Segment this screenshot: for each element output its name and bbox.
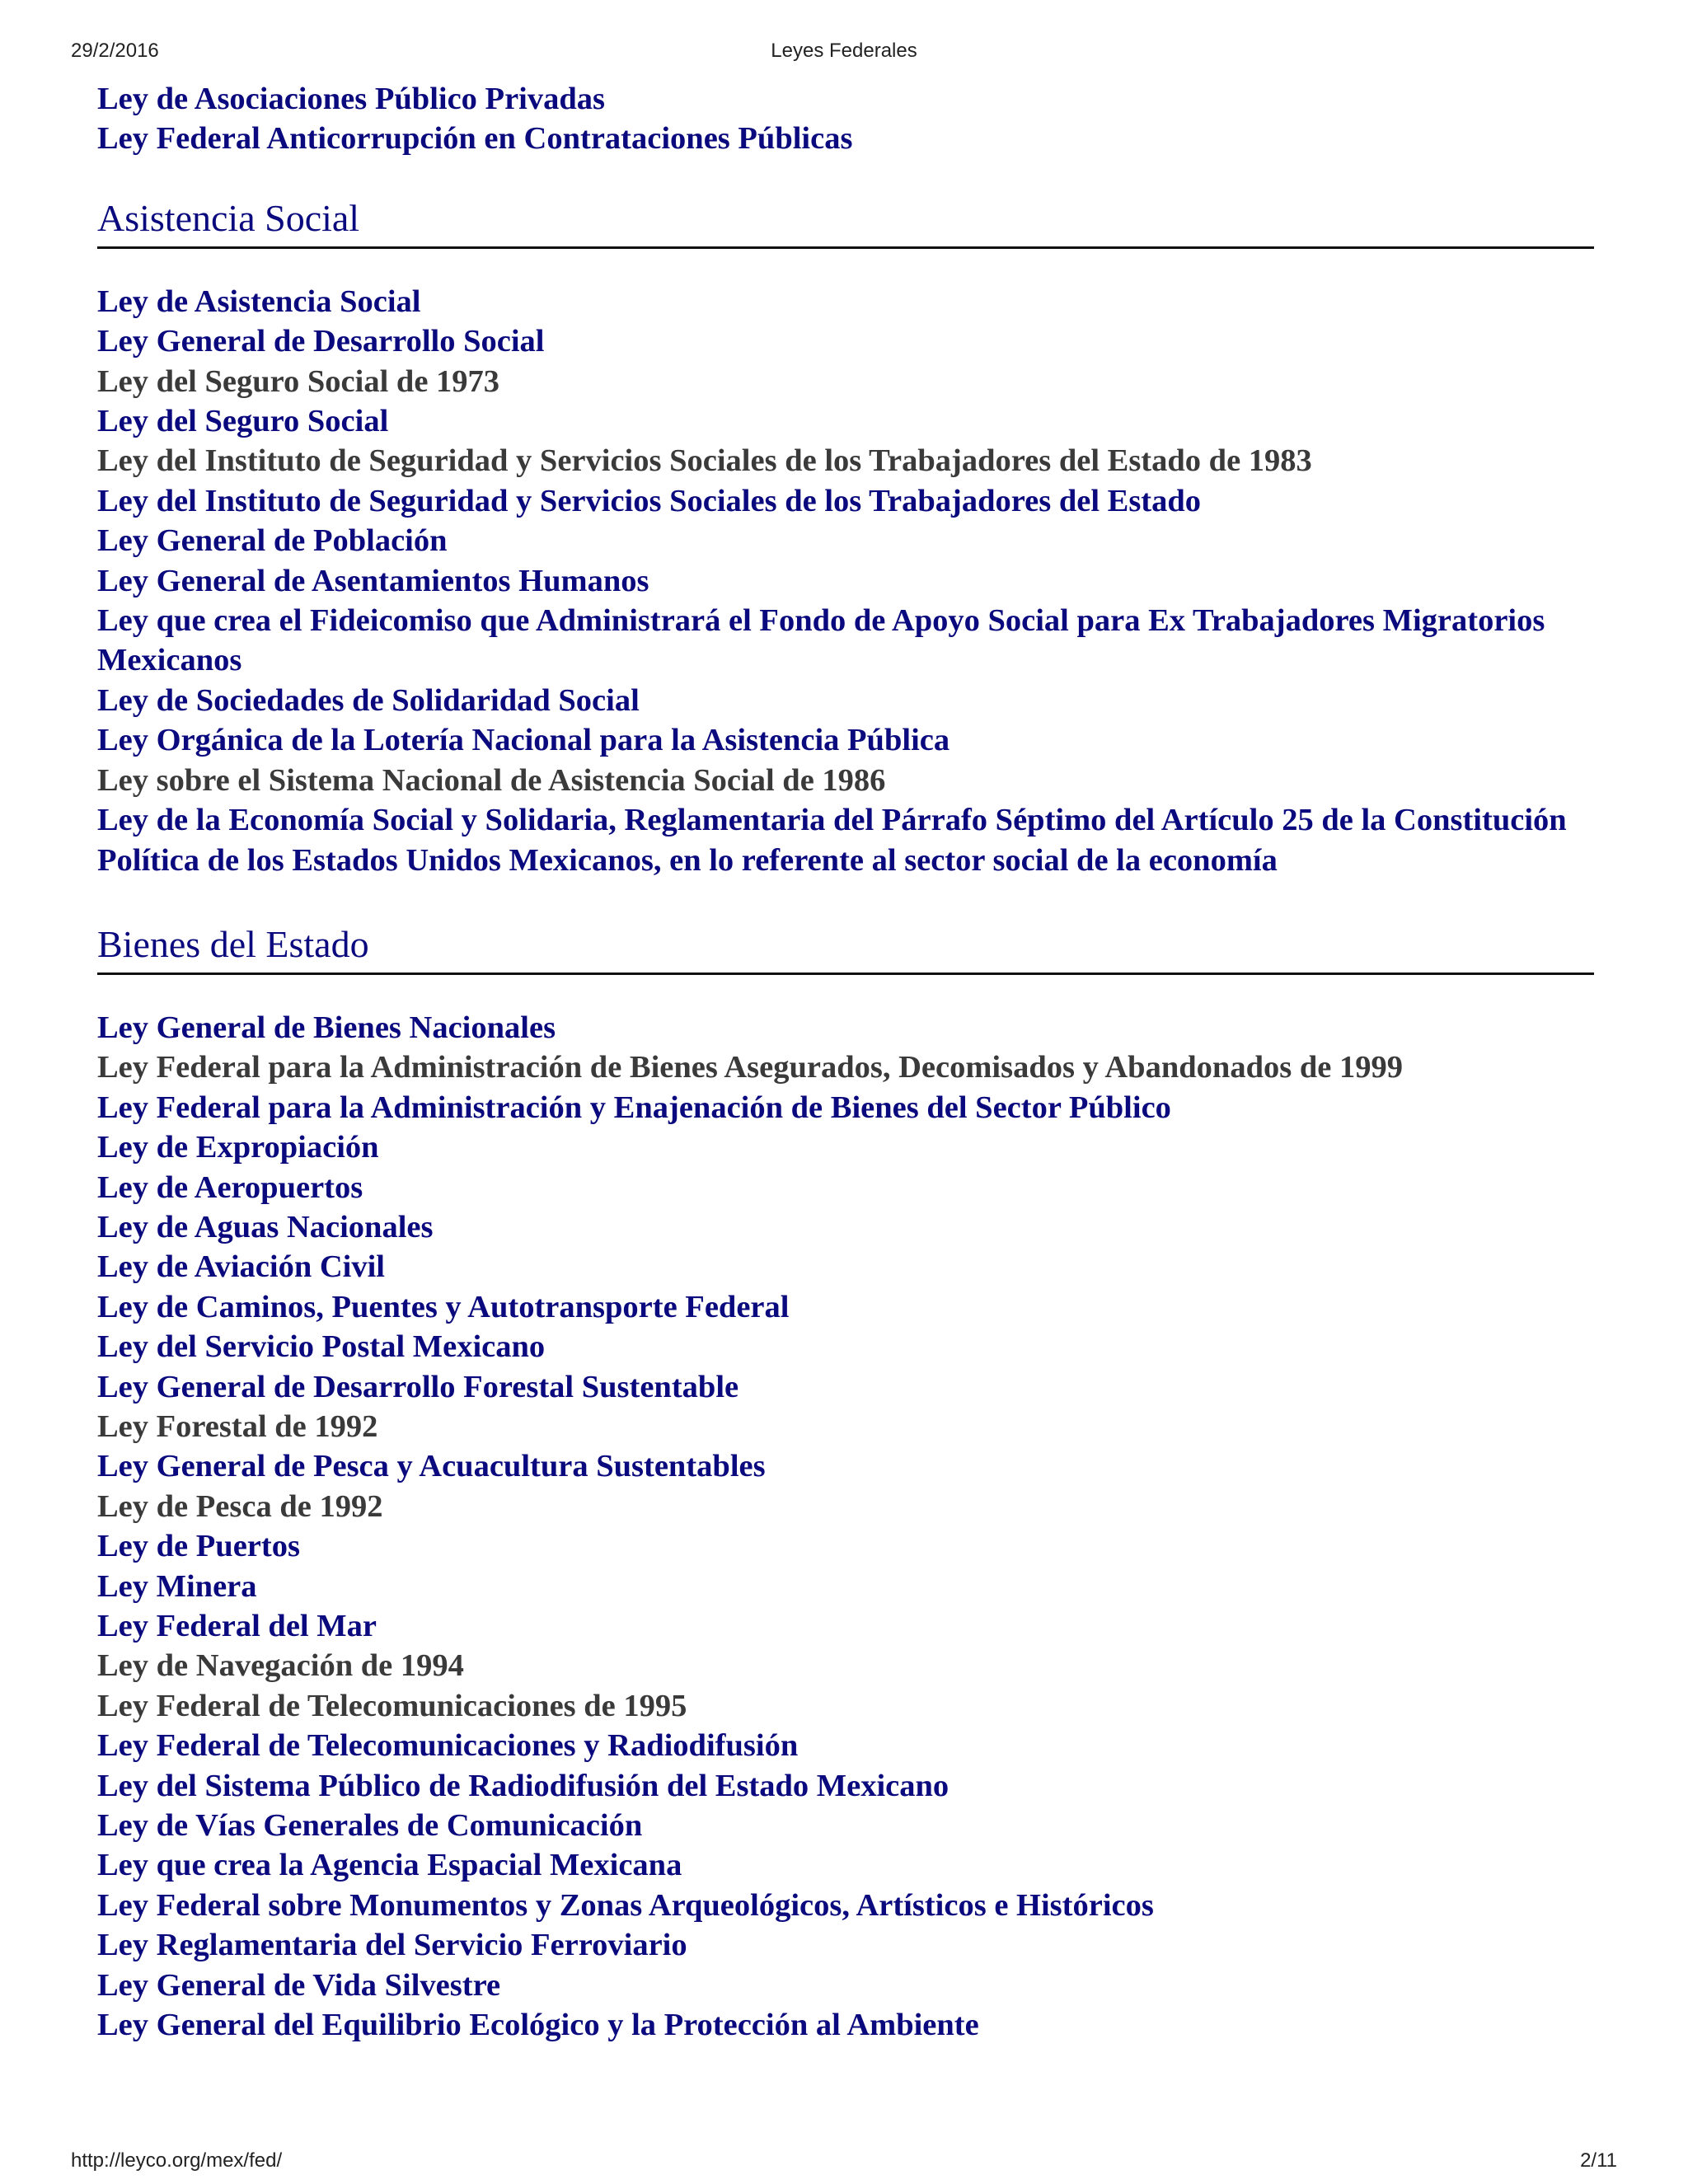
- law-link[interactable]: Ley del Seguro Social: [97, 404, 389, 439]
- law-link[interactable]: Ley que crea el Fideicomiso que Administrará el Fondo de Apoyo Social para Ex Trabajadores Migratorios Mexicanos: [97, 603, 1545, 678]
- bienes-del-estado-law-list: [97, 1008, 1594, 2046]
- print-title: Leyes Federales: [771, 40, 917, 62]
- intro-law-list: [97, 79, 1594, 159]
- law-link[interactable]: Ley que crea la Agencia Espacial Mexicana: [97, 1848, 682, 1883]
- print-date: 29/2/2016: [71, 40, 159, 62]
- law-link[interactable]: Ley General de Desarrollo Forestal Sustentable: [97, 1369, 739, 1404]
- law-link[interactable]: Ley de Sociedades de Solidaridad Social: [97, 682, 640, 718]
- law-link[interactable]: Ley de Asociaciones Público Privadas: [97, 82, 605, 116]
- law-link[interactable]: Ley del Sistema Público de Radiodifusión del Estado Mexicano: [97, 1768, 950, 1803]
- law-link-historic[interactable]: Ley de Navegación de 1994: [97, 1648, 464, 1684]
- law-link-historic[interactable]: Ley de Pesca de 1992: [97, 1488, 383, 1524]
- law-link[interactable]: Ley del Servicio Postal Mexicano: [97, 1329, 546, 1365]
- law-link[interactable]: Ley Federal de Telecomunicaciones y Radiodifusión: [97, 1728, 799, 1764]
- law-link[interactable]: Ley General de Bienes Nacionales: [97, 1010, 556, 1045]
- asistencia-social-law-list: [97, 282, 1594, 880]
- law-link[interactable]: Ley Federal para la Administración y Enajenación de Bienes del Sector Público: [97, 1090, 1171, 1125]
- law-link[interactable]: Ley Reglamentaria del Servicio Ferroviario: [97, 1928, 687, 1963]
- print-url: http://leyco.org/mex/fed/: [71, 2149, 283, 2172]
- law-link[interactable]: Ley Orgánica de la Lotería Nacional para la Asistencia Pública: [97, 723, 950, 758]
- print-header: [0, 40, 1688, 73]
- law-link[interactable]: Ley Minera: [97, 1568, 257, 1604]
- law-link[interactable]: Ley General de Vida Silvestre: [97, 1967, 501, 2003]
- law-link[interactable]: Ley de Aviación Civil: [97, 1249, 386, 1285]
- law-link[interactable]: Ley General de Población: [97, 523, 448, 559]
- page-content: [97, 79, 1594, 2045]
- law-link-historic[interactable]: Ley Federal para la Administración de Bienes Asegurados, Decomisados y Abandonados de 1999: [97, 1050, 1403, 1085]
- law-link[interactable]: Ley Federal del Mar: [97, 1609, 377, 1643]
- law-link[interactable]: Ley de Aguas Nacionales: [97, 1209, 434, 1244]
- law-link[interactable]: Ley General de Desarrollo Social: [97, 324, 545, 359]
- law-link[interactable]: Ley de Vías Generales de Comunicación: [97, 1808, 643, 1844]
- law-link[interactable]: Ley General del Equilibrio Ecológico y la Protección al Ambiente: [97, 2008, 979, 2043]
- section-heading-bienes-del-estado: Bienes del Estado: [97, 921, 1594, 975]
- law-link[interactable]: Ley de Asistencia Social: [97, 284, 421, 319]
- law-link[interactable]: Ley Federal sobre Monumentos y Zonas Arqueológicos, Artísticos e Históricos: [97, 1887, 1154, 1923]
- section-heading-asistencia-social: Asistencia Social: [97, 195, 1594, 249]
- law-link[interactable]: Ley de Puertos: [97, 1529, 300, 1564]
- law-link[interactable]: Ley General de Asentamientos Humanos: [97, 563, 649, 598]
- law-link-historic[interactable]: Ley Federal de Telecomunicaciones de 1995: [97, 1688, 687, 1723]
- print-footer: [0, 2149, 1688, 2182]
- law-link[interactable]: Ley del Instituto de Seguridad y Servicios Sociales de los Trabajadores del Estado: [97, 483, 1202, 518]
- law-link-historic[interactable]: Ley del Instituto de Seguridad y Servicios Sociales de los Trabajadores del Estado de 1983: [97, 443, 1312, 479]
- law-link[interactable]: Ley de Aeropuertos: [97, 1169, 363, 1205]
- law-link[interactable]: Ley de la Economía Social y Solidaria, Reglamentaria del Párrafo Séptimo del Artículo 25 de la Constitución Política de los Estados Unidos Mexicanos, en lo referente al sector social de la economía: [97, 803, 1567, 878]
- law-link[interactable]: Ley General de Pesca y Acuacultura Sustentables: [97, 1449, 766, 1484]
- law-link-historic[interactable]: Ley Forestal de 1992: [97, 1408, 378, 1444]
- law-link-historic[interactable]: Ley del Seguro Social de 1973: [97, 363, 500, 399]
- law-link[interactable]: Ley de Caminos, Puentes y Autotransporte Federal: [97, 1289, 790, 1324]
- page-number: 2/11: [1580, 2149, 1617, 2172]
- law-link[interactable]: Ley Federal Anticorrupción en Contrataciones Públicas: [97, 121, 853, 157]
- law-link[interactable]: Ley de Expropiación: [97, 1130, 379, 1165]
- law-link-historic[interactable]: Ley sobre el Sistema Nacional de Asistencia Social de 1986: [97, 762, 886, 798]
